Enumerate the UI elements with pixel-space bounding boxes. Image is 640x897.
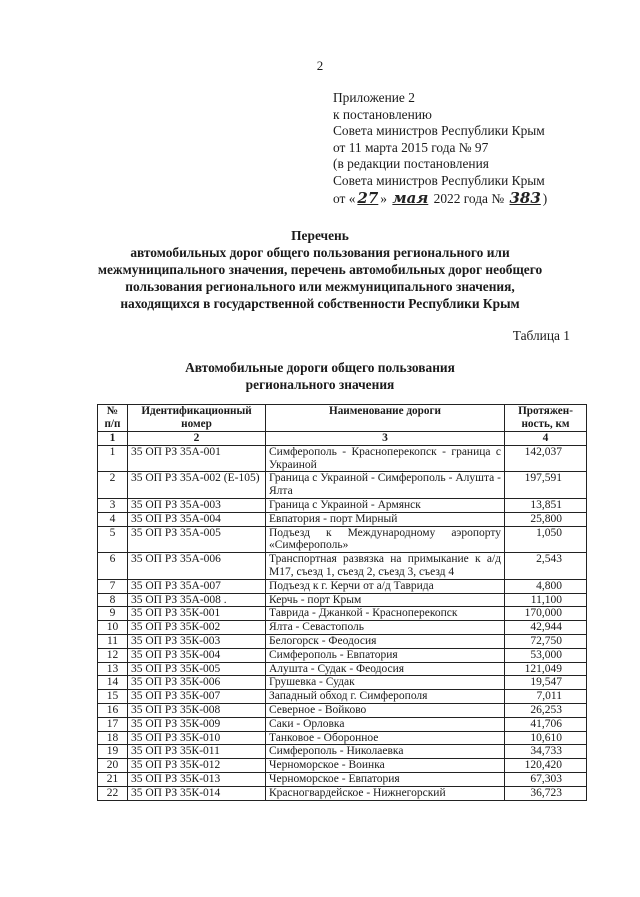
table-row xyxy=(98,512,587,526)
handwritten-day: 27 xyxy=(357,188,379,207)
row-id: 35 ОП РЗ 35К-010 xyxy=(128,731,266,745)
header-name: Наименование дороги xyxy=(266,405,505,432)
row-road-name: Северное - Войково xyxy=(266,703,505,717)
appendix-line: (в редакции постановления xyxy=(333,156,489,172)
appendix-line: Совета министров Республики Крым xyxy=(333,123,545,139)
column-number: 3 xyxy=(266,432,505,446)
row-number: 7 xyxy=(98,579,128,593)
row-road-name: Граница с Украиной - Симферополь - Алушта - Ялта xyxy=(266,472,505,499)
row-length: 10,610 xyxy=(505,731,587,745)
title-line: межмуниципального значения, перечень автомобильных дорог необщего xyxy=(97,262,543,277)
row-road-name: Белогорск - Феодосия xyxy=(266,634,505,648)
title-line: Перечень xyxy=(291,228,349,243)
row-length: 7,011 xyxy=(505,690,587,704)
page-number: 2 xyxy=(316,58,324,73)
appendix-line: Приложение 2 xyxy=(333,90,415,105)
row-road-name: Граница с Украиной - Армянск xyxy=(266,498,505,512)
column-number: 2 xyxy=(128,432,266,446)
row-id: 35 ОП РЗ 35К-007 xyxy=(128,690,266,704)
row-number: 8 xyxy=(98,593,128,607)
row-road-name: Красногвардейское - Нижнегорский xyxy=(266,786,505,800)
row-id: 35 ОП РЗ 35К-006 xyxy=(128,676,266,690)
table-row xyxy=(98,445,587,472)
row-number: 19 xyxy=(98,745,128,759)
table-row xyxy=(98,717,587,731)
row-length: 19,547 xyxy=(505,676,587,690)
table-row xyxy=(98,786,587,800)
row-number: 4 xyxy=(98,512,128,526)
row-length: 1,050 xyxy=(505,526,587,553)
row-length: 34,733 xyxy=(505,745,587,759)
row-road-name: Симферополь - Николаевка xyxy=(266,745,505,759)
table-row xyxy=(98,745,587,759)
row-number: 9 xyxy=(98,607,128,621)
row-length: 67,303 xyxy=(505,772,587,786)
row-length: 42,944 xyxy=(505,621,587,635)
appendix-line: к постановлению xyxy=(333,106,432,122)
subtitle-line: Автомобильные дороги общего пользования xyxy=(185,360,455,375)
row-length: 121,049 xyxy=(505,662,587,676)
row-road-name: Таврида - Джанкой - Красноперекопск xyxy=(266,607,505,621)
row-length: 25,800 xyxy=(505,512,587,526)
table-row xyxy=(98,676,587,690)
row-id: 35 ОП РЗ 35А-005 xyxy=(128,526,266,553)
row-road-name: Керчь - порт Крым xyxy=(266,593,505,607)
row-number: 17 xyxy=(98,717,128,731)
row-id: 35 ОП РЗ 35А-004 xyxy=(128,512,266,526)
row-number: 22 xyxy=(98,786,128,800)
row-number: 10 xyxy=(98,621,128,635)
row-road-name: Подъезд к г. Керчи от а/д Таврида xyxy=(266,579,505,593)
header-id: Идентификационный номер xyxy=(128,405,266,432)
row-id: 35 ОП РЗ 35А-003 xyxy=(128,498,266,512)
row-number: 3 xyxy=(98,498,128,512)
table-row xyxy=(98,690,587,704)
row-road-name: Подъезд к Международному аэропорту «Симферополь» xyxy=(266,526,505,553)
table-row xyxy=(98,579,587,593)
row-id: 35 ОП РЗ 35К-013 xyxy=(128,772,266,786)
table-label: Таблица 1 xyxy=(512,328,570,343)
column-number: 4 xyxy=(505,432,587,446)
table-header-row xyxy=(98,405,587,432)
table-row xyxy=(98,703,587,717)
row-number: 1 xyxy=(98,445,128,472)
appendix-line: от 11 марта 2015 года № 97 xyxy=(333,139,489,155)
date-year: 2022 года № xyxy=(433,190,505,206)
row-length: 170,000 xyxy=(505,607,587,621)
column-number: 1 xyxy=(98,432,128,446)
table-row xyxy=(98,731,587,745)
appendix-date-line xyxy=(333,190,623,208)
header-number: № п/п xyxy=(98,405,128,432)
row-number: 15 xyxy=(98,690,128,704)
row-number: 12 xyxy=(98,648,128,662)
row-length: 72,750 xyxy=(505,634,587,648)
row-length: 120,420 xyxy=(505,759,587,773)
row-length: 4,800 xyxy=(505,579,587,593)
row-number: 13 xyxy=(98,662,128,676)
table-row xyxy=(98,662,587,676)
row-id: 35 ОП РЗ 35К-003 xyxy=(128,634,266,648)
title-line: автомобильных дорог общего пользования регионального или xyxy=(130,245,510,260)
row-road-name: Симферополь - Евпатория xyxy=(266,648,505,662)
table-row xyxy=(98,472,587,499)
table-row xyxy=(98,607,587,621)
row-number: 16 xyxy=(98,703,128,717)
row-road-name: Симферополь - Красноперекопск - граница с Украиной xyxy=(266,445,505,472)
row-id: 35 ОП РЗ 35К-002 xyxy=(128,621,266,635)
table-row xyxy=(98,634,587,648)
row-length: 142,037 xyxy=(505,445,587,472)
row-id: 35 ОП РЗ 35А-007 xyxy=(128,579,266,593)
row-road-name: Танковое - Оборонное xyxy=(266,731,505,745)
row-length: 197,591 xyxy=(505,472,587,499)
row-number: 20 xyxy=(98,759,128,773)
date-suffix: ) xyxy=(542,190,548,206)
row-road-name: Евпатория - порт Мирный xyxy=(266,512,505,526)
row-id: 35 ОП РЗ 35А-008 . xyxy=(128,593,266,607)
document-title xyxy=(80,227,560,312)
date-prefix: от « xyxy=(333,190,356,206)
title-line: находящихся в государственной собственности Республики Крым xyxy=(120,296,520,311)
appendix-header xyxy=(333,90,623,207)
row-road-name: Черноморское - Воинка xyxy=(266,759,505,773)
row-road-name: Саки - Орловка xyxy=(266,717,505,731)
row-id: 35 ОП РЗ 35А-006 xyxy=(128,553,266,580)
subtitle-line: регионального значения xyxy=(245,377,395,392)
row-length: 36,723 xyxy=(505,786,587,800)
row-number: 21 xyxy=(98,772,128,786)
header-length: Протяжен- ность, км xyxy=(505,405,587,432)
row-id: 35 ОП РЗ 35К-001 xyxy=(128,607,266,621)
table-row xyxy=(98,759,587,773)
row-id: 35 ОП РЗ 35К-011 xyxy=(128,745,266,759)
row-id: 35 ОП РЗ 35К-004 xyxy=(128,648,266,662)
date-quote: » xyxy=(380,190,387,206)
row-id: 35 ОП РЗ 35К-008 xyxy=(128,703,266,717)
row-road-name: Западный обход г. Симферополя xyxy=(266,690,505,704)
row-length: 11,100 xyxy=(505,593,587,607)
row-length: 2,543 xyxy=(505,553,587,580)
table-row xyxy=(98,593,587,607)
row-length: 41,706 xyxy=(505,717,587,731)
handwritten-number: 383 xyxy=(509,188,541,207)
appendix-line: Совета министров Республики Крым xyxy=(333,172,545,188)
table-row xyxy=(98,772,587,786)
table-subtitle xyxy=(150,359,490,393)
title-line: пользования регионального или межмуниципального значения, xyxy=(125,279,515,294)
row-id: 35 ОП РЗ 35К-012 xyxy=(128,759,266,773)
row-id: 35 ОП РЗ 35А-002 (Е-105) xyxy=(128,472,266,499)
row-id: 35 ОП РЗ 35К-009 xyxy=(128,717,266,731)
row-number: 5 xyxy=(98,526,128,553)
row-number: 18 xyxy=(98,731,128,745)
row-number: 2 xyxy=(98,472,128,499)
table-row xyxy=(98,553,587,580)
row-id: 35 ОП РЗ 35А-001 xyxy=(128,445,266,472)
row-number: 14 xyxy=(98,676,128,690)
row-road-name: Алушта - Судак - Феодосия xyxy=(266,662,505,676)
row-road-name: Черноморское - Евпатория xyxy=(266,772,505,786)
roads-table xyxy=(97,404,587,801)
row-number: 6 xyxy=(98,553,128,580)
row-road-name: Грушевка - Судак xyxy=(266,676,505,690)
row-id: 35 ОП РЗ 35К-005 xyxy=(128,662,266,676)
row-road-name: Транспортная развязка на примыкание к а/д М17, съезд 1, съезд 2, съезд 3, съезд 4 xyxy=(266,553,505,580)
handwritten-month: мая xyxy=(392,188,429,207)
table-row xyxy=(98,648,587,662)
column-number-row xyxy=(98,432,587,446)
row-road-name: Ялта - Севастополь xyxy=(266,621,505,635)
row-number: 11 xyxy=(98,634,128,648)
row-length: 13,851 xyxy=(505,498,587,512)
table-row xyxy=(98,621,587,635)
table-row xyxy=(98,498,587,512)
table-row xyxy=(98,526,587,553)
row-id: 35 ОП РЗ 35К-014 xyxy=(128,786,266,800)
row-length: 53,000 xyxy=(505,648,587,662)
row-length: 26,253 xyxy=(505,703,587,717)
